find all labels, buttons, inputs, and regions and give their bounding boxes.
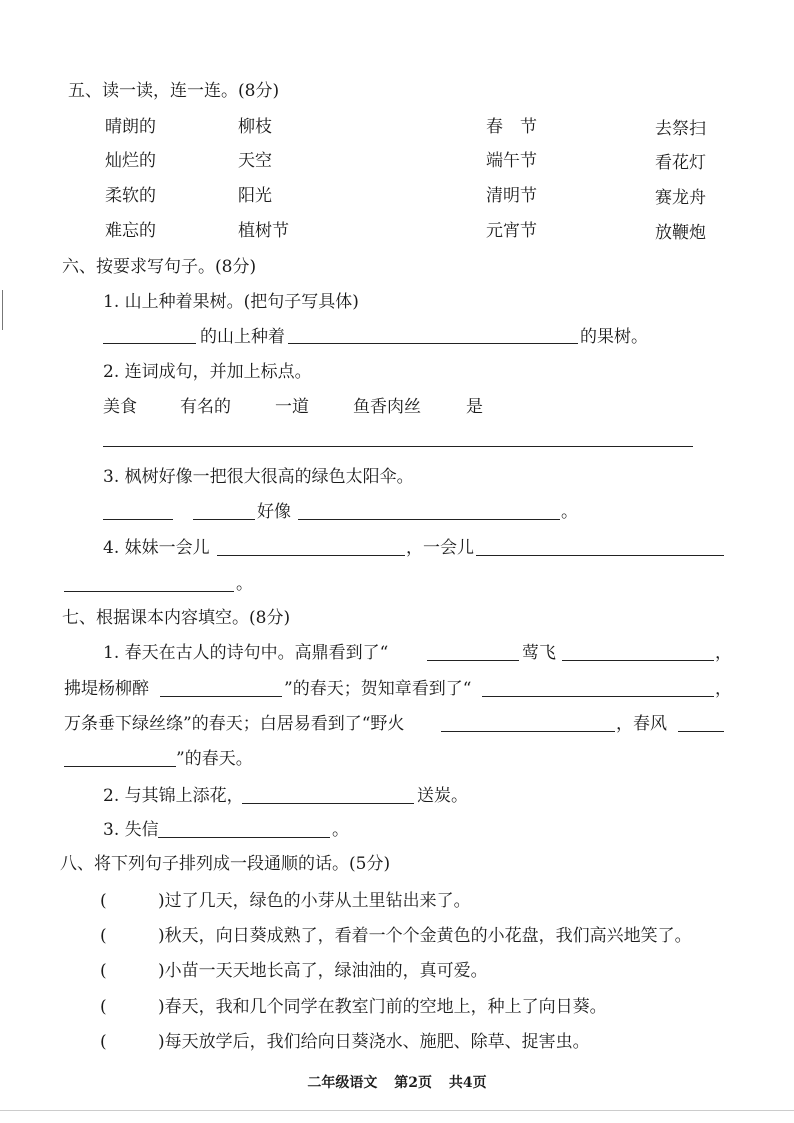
margin-mark (2, 290, 3, 330)
s6-q2-word: 鱼香肉丝 (353, 397, 421, 417)
paren-close: ) (158, 997, 165, 1017)
s7-q1-g: 万条垂下绿丝绦”的春天；白居易看到了“野火 (64, 714, 405, 734)
s5-col1-item: 难忘的 (105, 221, 156, 241)
s5-col2-item: 阳光 (238, 186, 272, 206)
s5-col3-item: 清明节 (486, 186, 537, 206)
s7-q1-c: ， (715, 643, 732, 663)
bottom-divider (0, 1110, 794, 1111)
s8-item-text: 秋天，向日葵成熟了，看着一个个金黄色的小花盘，我们高兴地笑了。 (164, 926, 692, 946)
s7-q2-blank[interactable] (242, 803, 414, 804)
s7-q1-blank-7[interactable] (64, 766, 176, 767)
section5-title: 五、读一读，连一连。(8分) (68, 81, 280, 101)
paren-open: ( (100, 997, 107, 1017)
s5-col4-item: 赛龙舟 (655, 188, 706, 208)
s5-col1-item: 晴朗的 (105, 117, 156, 137)
s5-col4-item: 看花灯 (655, 153, 706, 173)
s7-q1-i: ”的春天。 (176, 749, 253, 769)
section6-title: 六、按要求写句子。(8分) (62, 257, 257, 277)
s5-col2-item: 柳枝 (238, 117, 272, 137)
s7-q1-blank-2[interactable] (562, 660, 714, 661)
s6-q3-blank-2[interactable] (193, 519, 255, 520)
s7-q1-blank-4[interactable] (482, 696, 714, 697)
s7-q1-h: ，春风 (616, 714, 667, 734)
s6-q3-blank-1[interactable] (103, 519, 173, 520)
s5-col2-item: 植树节 (238, 221, 289, 241)
s5-col3-item: 端午节 (486, 151, 537, 171)
paren-open: ( (100, 891, 107, 911)
s8-item-text: 过了几天，绿色的小芽从土里钻出来了。 (164, 891, 471, 911)
s5-col2-item: 天空 (238, 151, 272, 171)
s8-item-text: 春天，我和几个同学在教室门前的空地上，种上了向日葵。 (164, 997, 607, 1017)
s7-q1-a: 1. 春天在古人的诗句中。高鼎看到了“ (103, 643, 389, 663)
s8-item[interactable] (100, 1031, 590, 1053)
s6-q3-mid: 好像 (257, 502, 291, 522)
s7-q2-b: 送炭。 (417, 786, 468, 806)
paren-close: ) (158, 926, 165, 946)
s6-q2-word: 有名的 (180, 397, 231, 417)
footer-total: 共4页 (448, 1075, 487, 1091)
s6-q1-end: 的果树。 (580, 327, 648, 347)
s6-q1-blank-1[interactable] (103, 343, 196, 344)
s5-col3-item: 元宵节 (486, 221, 537, 241)
s7-q1-blank-5[interactable] (441, 731, 615, 732)
s6-q4-blank-3[interactable] (64, 591, 234, 592)
paren-close: ) (158, 1032, 165, 1052)
s6-q2-word: 是 (466, 397, 483, 417)
s6-q2: 2. 连词成句，并加上标点。 (103, 362, 312, 382)
s8-item[interactable] (100, 960, 488, 982)
s6-q2-word: 一道 (275, 397, 309, 417)
s7-q3-blank[interactable] (158, 837, 330, 838)
s6-q1-blank-2[interactable] (288, 343, 578, 344)
paren-open: ( (100, 926, 107, 946)
s6-q3-end: 。 (561, 502, 578, 522)
paren-open: ( (100, 1032, 107, 1052)
s5-col3-item: 春 节 (486, 117, 537, 137)
s7-q3-b: 。 (332, 820, 349, 840)
s8-item-text: 每天放学后，我们给向日葵浇水、施肥、除草、捉害虫。 (164, 1032, 590, 1052)
s7-q1-d: 拂堤杨柳醉 (64, 679, 149, 699)
s7-q1-blank-6[interactable] (678, 731, 724, 732)
s7-q1-e: ”的春天；贺知章看到了“ (284, 679, 472, 699)
paren-open: ( (100, 961, 107, 981)
s6-q1: 1. 山上种着果树。(把句子写具体) (103, 292, 359, 312)
s5-col4-item: 去祭扫 (655, 119, 706, 139)
s6-q4-blank-2[interactable] (476, 555, 724, 556)
s6-q1-mid: 的山上种着 (200, 327, 285, 347)
s5-col4-item: 放鞭炮 (655, 223, 706, 243)
s6-q4-blank-1[interactable] (217, 555, 405, 556)
s7-q3-a: 3. 失信 (103, 820, 159, 840)
section8-title: 八、将下列句子排列成一段通顺的话。(5分) (60, 854, 391, 874)
s7-q1-f: ， (715, 679, 732, 699)
page-footer (0, 1072, 794, 1092)
s6-q4-a: 4. 妹妹一会儿 (103, 538, 210, 558)
s5-col1-item: 灿烂的 (105, 151, 156, 171)
section7-title: 七、根据课本内容填空。(8分) (62, 608, 291, 628)
paren-close: ) (158, 891, 165, 911)
s6-q4-end: 。 (236, 574, 253, 594)
s6-q4-b: ，一会儿 (406, 538, 474, 558)
s7-q2-a: 2. 与其锦上添花， (103, 786, 244, 806)
footer-subject: 二年级语文 (307, 1075, 378, 1091)
s7-q1-b: 莺飞 (522, 643, 556, 663)
s8-item-text: 小苗一天天地长高了，绿油油的，真可爱。 (164, 961, 488, 981)
s8-item[interactable] (100, 925, 692, 947)
s6-q3-blank-3[interactable] (298, 519, 560, 520)
s6-q3: 3. 枫树好像一把很大很高的绿色太阳伞。 (103, 467, 414, 487)
s6-q2-answer-line[interactable] (103, 446, 693, 447)
s6-q2-word: 美食 (103, 397, 137, 417)
s8-item[interactable] (100, 996, 607, 1018)
s7-q1-blank-1[interactable] (427, 660, 519, 661)
s5-col1-item: 柔软的 (105, 186, 156, 206)
s8-item[interactable] (100, 890, 471, 912)
footer-page: 第2页 (394, 1075, 432, 1091)
paren-close: ) (158, 961, 165, 981)
s7-q1-blank-3[interactable] (160, 696, 282, 697)
